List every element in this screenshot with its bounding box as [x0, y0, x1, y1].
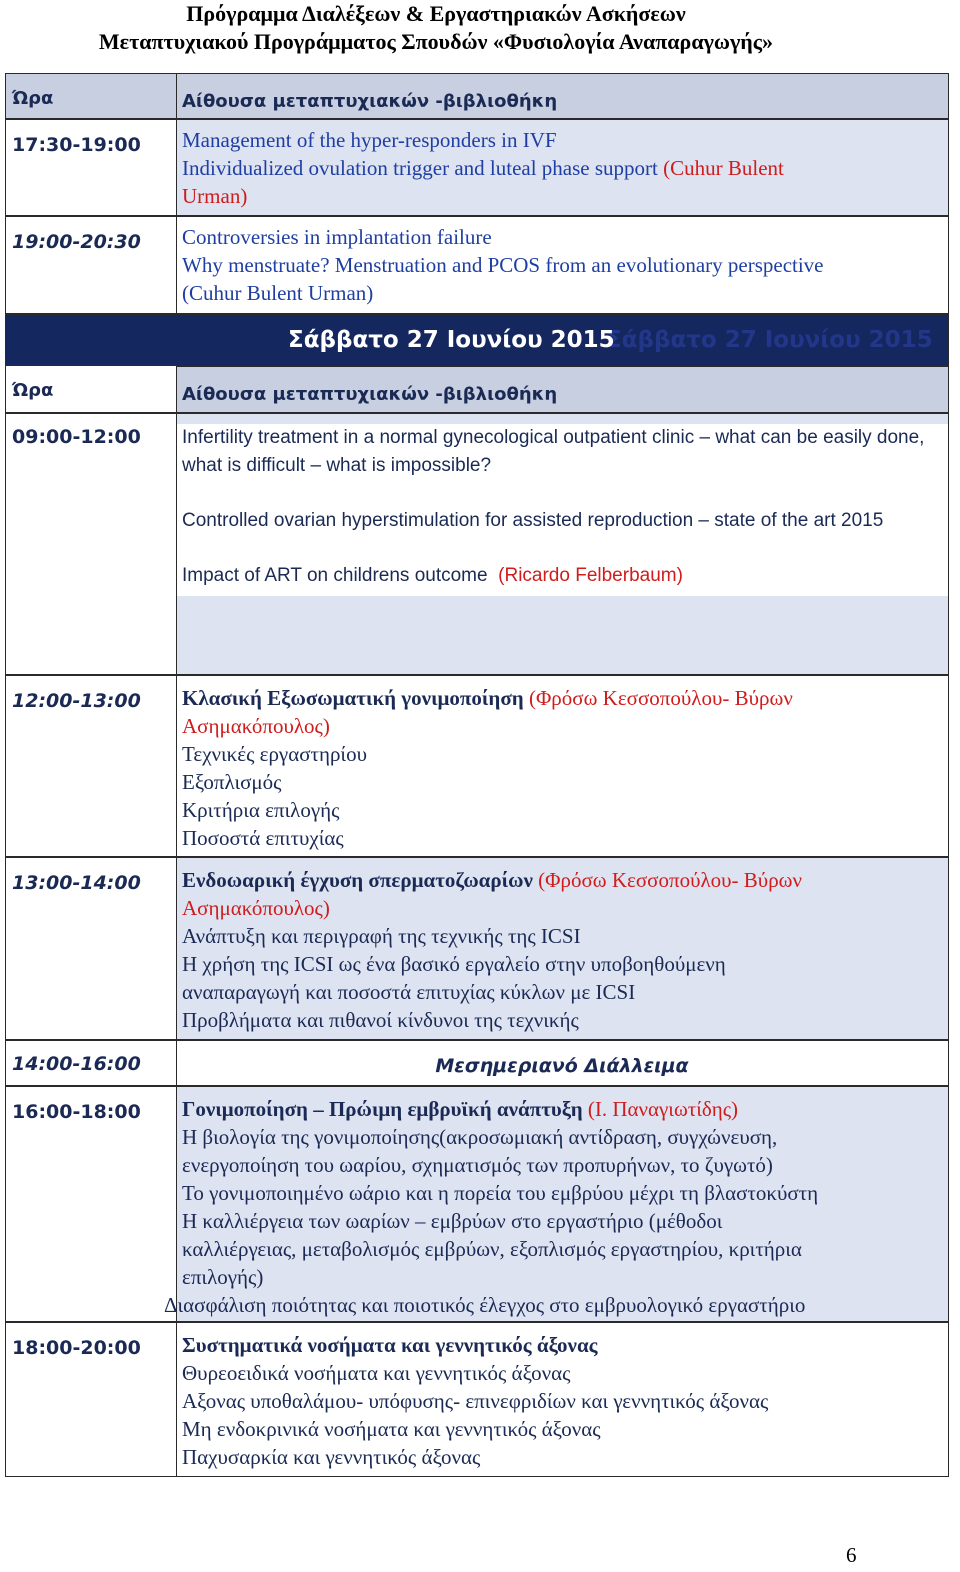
table-row [5, 119, 949, 216]
session-title: Γονιμοποίηση – Πρώιμη εμβρυϊκή ανάπτυξη [182, 1097, 583, 1121]
topic-item: Η βιολογία της γονιμοποίησης(ακροσωμιακή αντίδραση, συγχώνευση, [182, 1125, 778, 1149]
speaker-name: (Cuhur Bulent [663, 156, 784, 180]
table-header-row [5, 366, 949, 413]
speaker-name: (Ι. Παναγιωτίδης) [587, 1097, 739, 1121]
topic-item: καλλιέργειας, μεταβολισμός εμβρύων, εξοπλισμός εργαστηρίου, κριτήρια [182, 1237, 802, 1261]
speaker-name-cont: Ασημακόπουλος) [182, 896, 330, 920]
table-row [5, 675, 949, 857]
session-time: 14:00-16:00 [5, 1040, 177, 1086]
session-time: 09:00-12:00 [5, 413, 177, 675]
session-content [164, 1086, 949, 1322]
table-row [5, 1086, 949, 1322]
document-subtitle: Μεταπτυχιακού Προγράμματος Σπουδών «Φυσιολογία Αναπαραγωγής» [98, 29, 774, 54]
table-header-row [5, 73, 949, 119]
session-title: Κλασική Εξωσωματική γονιμοποίηση [182, 686, 524, 710]
topic-item: αναπαραγωγή και ποσοστά επιτυχίας κύκλων με ICSI [182, 980, 636, 1004]
lecture-panel [177, 424, 948, 596]
topic-item: Μη ενδοκρινικά νοσήματα και γεννητικός άξονας [182, 1417, 601, 1441]
session-content [177, 119, 949, 216]
speaker-name: (Φρόσω Κεσσοπούλου- Βύρων [528, 686, 793, 710]
table-row [5, 216, 949, 314]
session-time: 16:00-18:00 [5, 1086, 177, 1322]
day-banner-shadow-label: Σάββατο 27 Ιουνίου 2015 [606, 327, 933, 353]
lecture-title: Why menstruate? Menstruation and PCOS from an evolutionary perspective [182, 253, 824, 277]
session-time: 13:00-14:00 [5, 857, 177, 1040]
session-content [177, 216, 949, 314]
document-title: Πρόγραμμα Διαλέξεων & Εργαστηριακών Ασκήσεων [186, 1, 686, 26]
topic-item: Κριτήρια επιλογής [182, 798, 340, 822]
topic-item: Ποσοστά επιτυχίας [182, 826, 344, 850]
speaker-name-cont: Ασημακόπουλος) [182, 714, 330, 738]
lecture-title: Infertility treatment in a normal gynecological outpatient clinic – what can be easily done, what is difficult – what is impossible? [182, 427, 925, 476]
table-row [5, 1040, 949, 1086]
session-time: 19:00-20:30 [5, 216, 177, 314]
time-column-header: Ώρα [5, 366, 177, 413]
topic-item: Εξοπλισμός [182, 770, 282, 794]
speaker-name: (Φρόσω Κεσσοπούλου- Βύρων [538, 868, 803, 892]
topic-item: Το γονιμοποιημένο ωάριο και η πορεία του εμβρύου μέχρι τη βλαστοκύστη [182, 1181, 819, 1205]
session-title: Ενδοωαρική έγχυση σπερματοζωαρίων [182, 868, 533, 892]
day-banner-label: Σάββατο 27 Ιουνίου 2015 [288, 327, 615, 353]
lecture-title: Controversies in implantation failure [182, 225, 492, 249]
page-number: 6 [846, 1543, 857, 1567]
session-time: 17:30-19:00 [5, 119, 177, 216]
session-content [177, 1322, 949, 1477]
speaker-name: (Cuhur Bulent Urman) [182, 281, 374, 305]
topic-item: Αξονας υποθαλάμου- υπόφυσης- επινεφριδίων και γεννητικός άξονας [182, 1389, 769, 1413]
topic-item: Προβλήματα και πιθανοί κίνδυνοι της τεχνικής [182, 1008, 579, 1032]
lecture-title: Impact of ART on childrens outcome [182, 565, 488, 586]
speaker-name-cont: Urman) [182, 184, 248, 208]
room-column-header: Αίθουσα μεταπτυχιακών -βιβλιοθήκη [177, 366, 949, 413]
lecture-title: Individualized ovulation trigger and luteal phase support [182, 156, 658, 180]
session-content [177, 857, 949, 1040]
topic-item: Η καλλιέργεια των ωαρίων – εμβρύων στο εργαστήριο (μέθοδοι [182, 1209, 723, 1233]
session-content [177, 1040, 949, 1086]
topic-item: Ανάπτυξη και περιγραφή της τεχνικής της ICSI [182, 924, 581, 948]
topic-item: Τεχνικές εργαστηρίου [182, 742, 367, 766]
topic-item: Παχυσαρκία και γεννητικός άξονας [182, 1445, 481, 1469]
topic-item: Θυρεοειδικά νοσήματα και γεννητικός άξονας [182, 1361, 571, 1385]
lecture-title: Management of the hyper-responders in IVF [182, 128, 557, 152]
topic-item: επιλογής) [182, 1265, 264, 1289]
table-row [5, 857, 949, 1040]
session-content [177, 413, 949, 675]
lecture-title: Controlled ovarian hyperstimulation for assisted reproduction – state of the art 2015 [182, 510, 884, 531]
topic-item: ενεργοποίηση του ωαρίου, σχηματισμός των προπυρήνων, το ζυγωτό) [182, 1153, 773, 1177]
table-row [5, 413, 949, 675]
topic-item: Διασφάλιση ποιότητας και ποιοτικός έλεγχος στο εμβρυολογικό εργαστήριο [164, 1293, 806, 1317]
speaker-name: (Ricardo Felberbaum) [498, 565, 683, 586]
session-time: 12:00-13:00 [5, 675, 177, 857]
time-column-header: Ώρα [5, 73, 177, 119]
session-title: Συστηματικά νοσήματα και γεννητικός άξονας [182, 1333, 598, 1357]
topic-item: Η χρήση της ICSI ως ένα βασικό εργαλείο στην υποβοηθούμενη [182, 952, 726, 976]
room-column-header: Αίθουσα μεταπτυχιακών -βιβλιοθήκη [177, 73, 949, 119]
break-label: Μεσημεριανό Διάλλειμα [435, 1055, 689, 1077]
day-banner [5, 314, 949, 366]
session-content [177, 675, 949, 857]
table-row [5, 1322, 949, 1477]
session-time: 18:00-20:00 [5, 1322, 177, 1477]
